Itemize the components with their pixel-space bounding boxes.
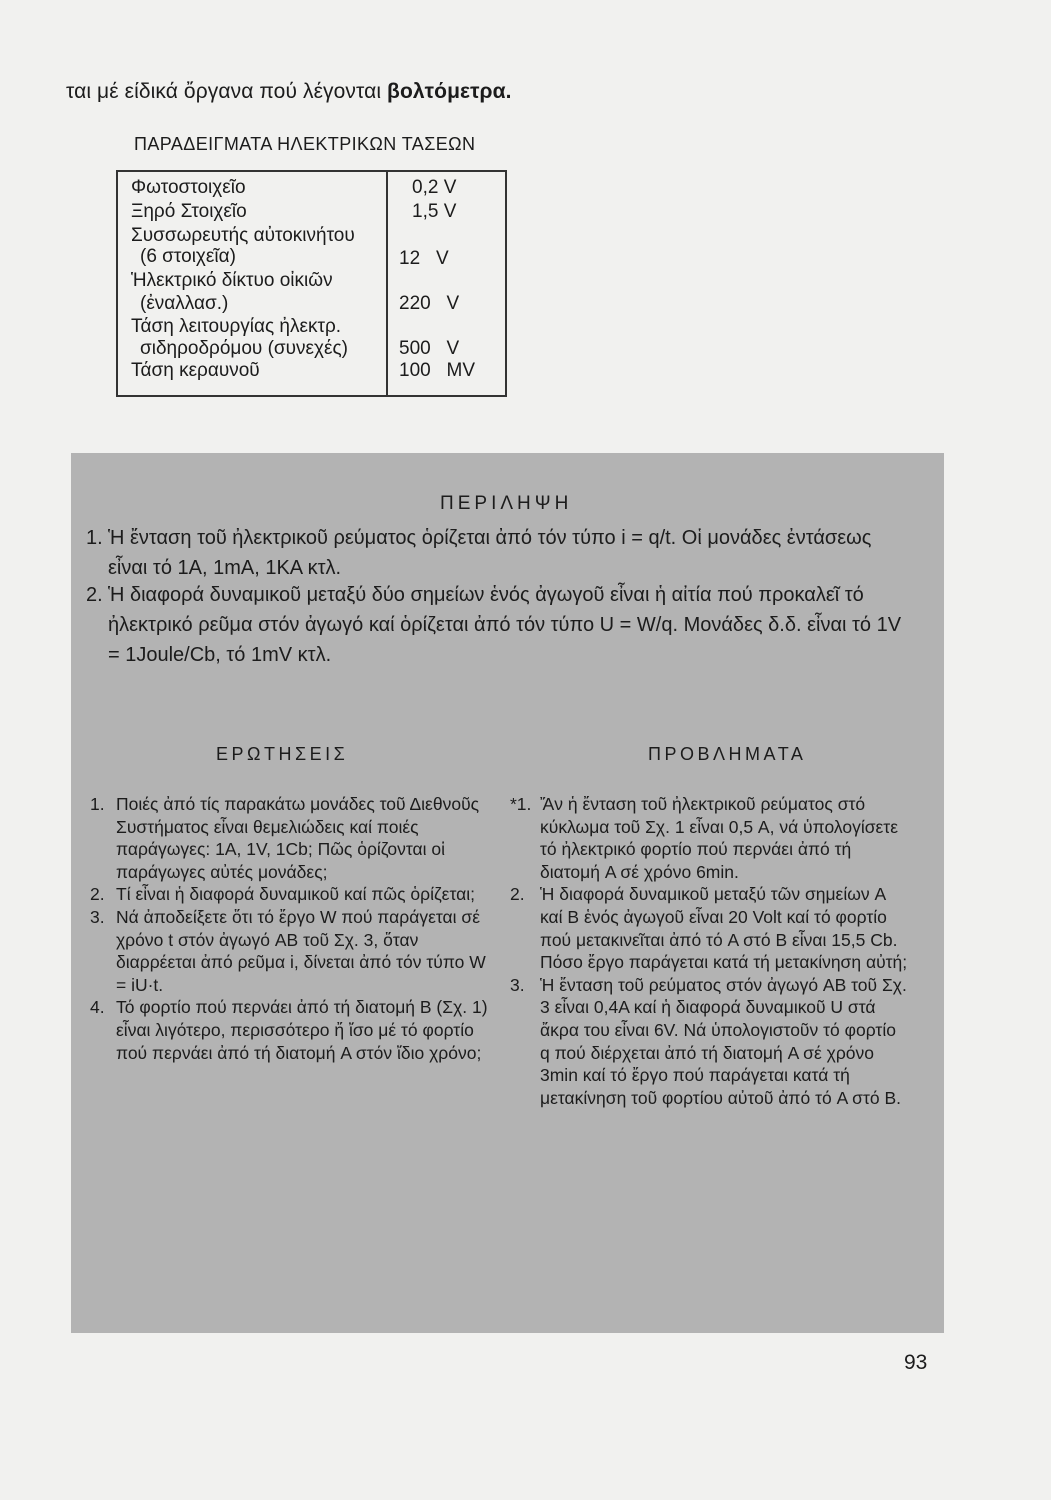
summary-item — [86, 523, 916, 583]
question-number: 3. — [90, 906, 105, 927]
summary-item — [86, 580, 916, 670]
questions-list — [90, 793, 488, 1064]
table-cell-value: 220 V — [399, 293, 460, 314]
question-text: Ποιές ἀπό τίς παρακάτω μονάδες τοῦ Διεθνοῦς Συστήματος εἶναι θεμελιώδεις καί ποιές παράγωγες: 1A, 1V, 1Cb; Πῶς ὁρίζονται οἱ παράγωγες αὐτές μονάδες; — [116, 794, 480, 882]
question-number: 4. — [90, 997, 105, 1018]
summary-item-number: 2. — [86, 584, 103, 606]
table-title: ΠΑΡΑΔΕΙΓΜΑΤΑ ΗΛΕΚΤΡΙΚΩΝ ΤΑΣΕΩΝ — [134, 134, 476, 154]
question-number: 1. — [90, 794, 105, 814]
questions-title: ΕΡΩΤΗΣΕΙΣ — [216, 744, 349, 764]
question-item — [90, 996, 488, 1064]
summary-item-number: 1. — [86, 527, 103, 549]
table-cell-name: (ἐναλλασ.) — [140, 293, 229, 314]
intro-line — [66, 80, 512, 104]
table-cell-value: 1,5 V — [412, 201, 457, 222]
problems-list — [510, 793, 908, 1109]
problem-text: Ἡ διαφορά δυναμικοῦ μεταξύ τῶν σημείων A καί B ἑνός ἀγωγοῦ εἶναι 20 Volt καί τό φορτίο πού μετακινεῖται ἀπό τό A στό B εἶναι 15,5 Cb. Πόσο ἔργο παράγεται κατά τή μετακίνηση αὐτή; — [540, 884, 908, 973]
question-item — [90, 906, 488, 996]
table-cell-value: 500 V — [399, 338, 460, 359]
table-cell-name: Φωτοστοιχεῖο — [131, 177, 246, 198]
intro-bold-term: βολτόμετρα. — [387, 80, 512, 103]
table-cell-name: Συσσωρευτής αὐτοκινήτου — [131, 225, 355, 246]
table-cell-name: Ξηρό Στοιχεῖο — [131, 201, 247, 222]
problem-number: *1. — [510, 794, 532, 814]
summary-item-text: Ἡ διαφορά δυναμικοῦ μεταξύ δύο σημείων ἑνός ἀγωγοῦ εἶναι ἡ αἰτία πού προκαλεῖ τό ἠλεκτρικό ρεῦμα στόν ἀγωγό καί ὁρίζεται ἀπό τόν τύπο U = W/q. Μονάδες δ.δ. εἶναι τό 1V = 1Joule/Cb, τό 1mV κτλ. — [108, 584, 902, 666]
table-divider — [386, 172, 388, 395]
question-text: Τί εἶναι ἡ διαφορά δυναμικοῦ καί πῶς ὁρίζεται; — [116, 884, 476, 905]
question-item — [90, 793, 488, 883]
table-cell-value: 100 MV — [399, 360, 476, 381]
table-cell-name: σιδηροδρόμου (συνεχές) — [140, 338, 348, 359]
voltage-table — [116, 170, 507, 397]
problem-text: Ἄν ἡ ἔνταση τοῦ ἠλεκτρικοῦ ρεύματος στό κύκλωμα τοῦ Σχ. 1 εἶναι 0,5 A, νά ὑπολογίσετε τό ἠλεκτρικό φορτίο πού περνάει ἀπό τή διατομή A σέ χρόνο 6min. — [540, 794, 899, 882]
question-item — [90, 883, 488, 906]
summary-title: ΠΕΡΙΛΗΨΗ — [440, 493, 573, 514]
intro-text: ται μέ είδικά ὄργανα πού λέγονται — [66, 80, 388, 103]
table-cell-value: 0,2 V — [412, 177, 457, 198]
table-cell-name: Ἡλεκτρικό δίκτυο οἰκιῶν — [131, 270, 333, 291]
problem-item — [510, 974, 908, 1110]
problems-title: ΠΡΟΒΛΗΜΑΤΑ — [648, 744, 807, 764]
problem-number: 2. — [510, 884, 525, 905]
summary-item-text: Ἡ ἔνταση τοῦ ἠλεκτρικοῦ ρεύματος ὁρίζεται ἀπό τόν τύπο i = q/t. Οἱ μονάδες ἐντάσεως εἶναι τό 1A, 1mA, 1KA κτλ. — [108, 527, 872, 579]
question-number: 2. — [90, 884, 105, 905]
problem-text: Ἡ ἔνταση τοῦ ρεύματος στόν ἀγωγό AB τοῦ Σχ. 3 εἶναι 0,4A καί ἡ διαφορά δυναμικοῦ U στά ἄκρα του εἶναι 6V. Νά ὑπολογιστοῦν τό φορτίο q πού διέρχεται ἀπό τή διατομή A σέ χρόνο 3min καί τό ἔργο πού παράγεται κατά τή μετακίνηση τοῦ φορτίου αὐτοῦ ἀπό τό A στό B. — [540, 974, 907, 1108]
table-cell-name: Τάση κεραυνοῦ — [131, 360, 260, 381]
table-cell-name: Τάση λειτουργίας ἠλεκτρ. — [131, 316, 342, 337]
problem-item — [510, 883, 908, 973]
page-number: 93 — [904, 1351, 928, 1374]
problem-item — [510, 793, 908, 883]
problem-number: 3. — [510, 974, 525, 995]
table-cell-value: 12 V — [399, 248, 449, 269]
table-cell-name: (6 στοιχεῖα) — [140, 246, 236, 267]
question-text: Νά ἀποδείξετε ὅτι τό ἔργο W πού παράγεται σέ χρόνο t στόν ἀγωγό AB τοῦ Σχ. 3, ὅταν διαρρέεται ἀπό ρεῦμα i, δίνεται ἀπό τόν τύπο W = iU·t. — [116, 906, 486, 995]
question-text: Τό φορτίο πού περνάει ἀπό τή διατομή B (Σχ. 1) εἶναι λιγότερο, περισσότερο ἤ ἴσο μέ τό φορτίο πού περνάει ἀπό τή διατομή A στόν ἴδιο χρόνο; — [116, 997, 488, 1063]
